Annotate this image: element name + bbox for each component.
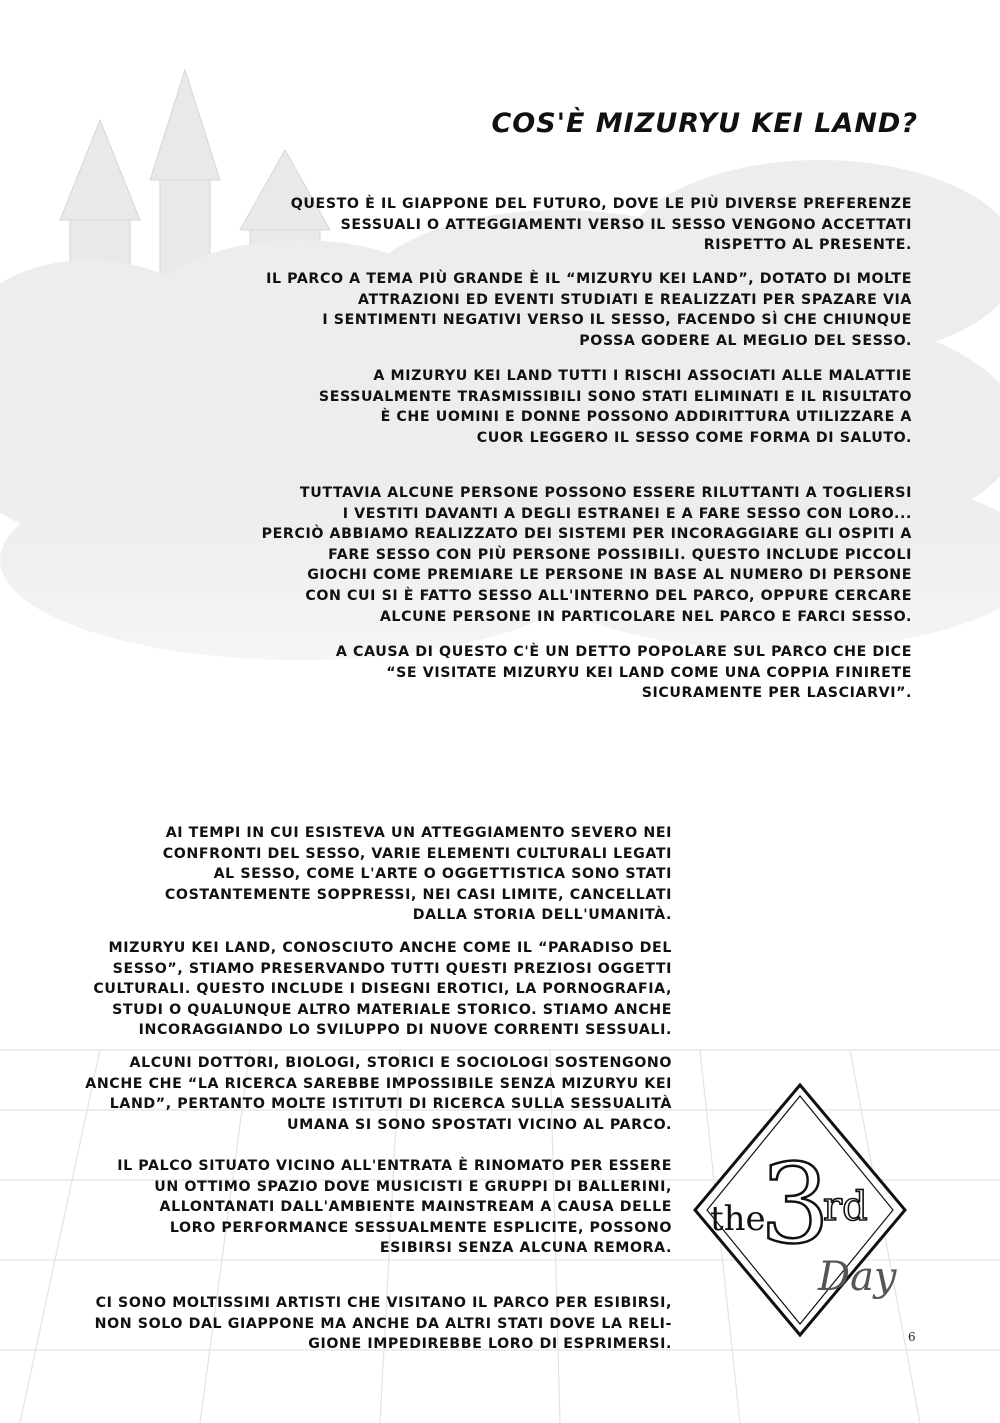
logo-number-text: 3: [760, 1140, 830, 1268]
the-3rd-day-logo: [690, 1080, 910, 1340]
paragraph-research: ALCUNI DOTTORI, BIOLOGI, STORICI E SOCIOLOGI SOSTENGONO ANCHE CHE “LA RICERCA SAREBBE IMPOSSIBILE SENZA MIZURYU KEI LAND”, PERTANTO MOLTE ISTITUTI DI RICERCA SULLA SESSUALITÀ UMANA SI SONO SPOSTATI VICINO AL PARCO.: [85, 1055, 672, 1133]
paragraph-stage: IL PALCO SITUATO VICINO ALL'ENTRATA È RINOMATO PER ESSERE UN OTTIMO SPAZIO DOVE MUSICISTI E GRUPPI DI BALLERINI, ALLONTANATI DALL'AMBIENTE MAINSTREAM A CAUSA DELLE LORO PERFORMANCE SESSUALMENTE ESPLICITE, POSSONO ESIBIRSI SENZA ALCUNA REMORA.: [117, 1158, 672, 1257]
paragraph-artists: CI SONO MOLTISSIMI ARTISTI CHE VISITANO IL PARCO PER ESIBIRSI, NON SOLO DAL GIAPPONE MA ANCHE DA ALTRI STATI DOVE LA RELI- GIONE IMPEDIREBBE LORO DI ESPRIMERSI.: [94, 1295, 672, 1353]
logo-suffix-text: rd: [823, 1184, 868, 1230]
logo-day-text: Day: [818, 1254, 897, 1300]
page-number: 6: [908, 1330, 916, 1344]
paragraph-theme-park: IL PARCO A TEMA PIÙ GRANDE È IL “MIZURYU KEI LAND”, DOTATO DI MOLTE ATTRAZIONI ED EVENTI STUDIATI E REALIZZATI PER SPAZARE VIA I SENTIMENTI NEGATIVI VERSO IL SESSO, FACENDO SÌ CHE CHIUNQUE POSSA GODERE AL MEGLIO DEL SESSO.: [266, 271, 912, 349]
paragraph-saying: A CAUSA DI QUESTO C'È UN DETTO POPOLARE SUL PARCO CHE DICE “SE VISITATE MIZURYU KEI LAND COME UNA COPPIA FINIRETE SICURAMENTE PER LASCIARVI”.: [335, 644, 912, 702]
page-title: COS'È MIZURYU KEI LAND?: [491, 108, 918, 139]
paragraph-history: AI TEMPI IN CUI ESISTEVA UN ATTEGGIAMENTO SEVERO NEI CONFRONTI DEL SESSO, VARIE ELEMENTI CULTURALI LEGATI AL SESSO, COME L'ARTE O OGGETTISTICA SONO STATI COSTANTEMENTE SOPPRESSI, NEI CASI LIMITE, CANCELLATI DALLA STORIA DELL'UMANITÀ.: [162, 825, 672, 924]
paragraph-paradise: MIZURYU KEI LAND, CONOSCIUTO ANCHE COME IL “PARADISO DEL SESSO”, STIAMO PRESERVANDO TUTTI QUESTI PREZIOSI OGGETTI CULTURALI. QUESTO INCLUDE I DISEGNI EROTICI, LA PORNOGRAFIA, STUDI O QUALUNQUE ALTRO MATERIALE STORICO. STIAMO ANCHE INCORAGGIANDO LO SVILUPPO DI NUOVE CORRENTI SESSUALI.: [93, 940, 672, 1039]
logo-the-text: the: [710, 1199, 766, 1239]
paragraph-risks: A MIZURYU KEI LAND TUTTI I RISCHI ASSOCIATI ALLE MALATTIE SESSUALMENTE TRASMISSIBILI SONO STATI ELIMINATI E IL RISULTATO È CHE UOMINI E DONNE POSSONO ADDIRITTURA UTILIZZARE A CUOR LEGGERO IL SESSO COME FORMA DI SALUTO.: [318, 368, 912, 446]
paragraph-reluctance: TUTTAVIA ALCUNE PERSONE POSSONO ESSERE RILUTTANTI A TOGLIERSI I VESTITI DAVANTI A DEGLI ESTRANEI E A FARE SESSO CON LORO... PERCIÒ ABBIAMO REALIZZATO DEI SISTEMI PER INCORAGGIARE GLI OSPITI A FARE SESSO CON PIÙ PERSONE POSSIBILI. QUESTO INCLUDE PICCOLI GIOCHI COME PREMIARE LE PERSONE IN BASE AL NUMERO DI PERSONE CON CUI SI È FATTO SESSO ALL'INTERNO DEL PARCO, OPPURE CERCARE ALCUNE PERSONE IN PARTICOLARE NEL PARCO E FARCI SESSO.: [261, 485, 912, 625]
paragraph-future-japan: QUESTO È IL GIAPPONE DEL FUTURO, DOVE LE PIÙ DIVERSE PREFERENZE SESSUALI O ATTEGGIAMENTI VERSO IL SESSO VENGONO ACCETTATI RISPETTO AL PRESENTE.: [290, 196, 912, 254]
